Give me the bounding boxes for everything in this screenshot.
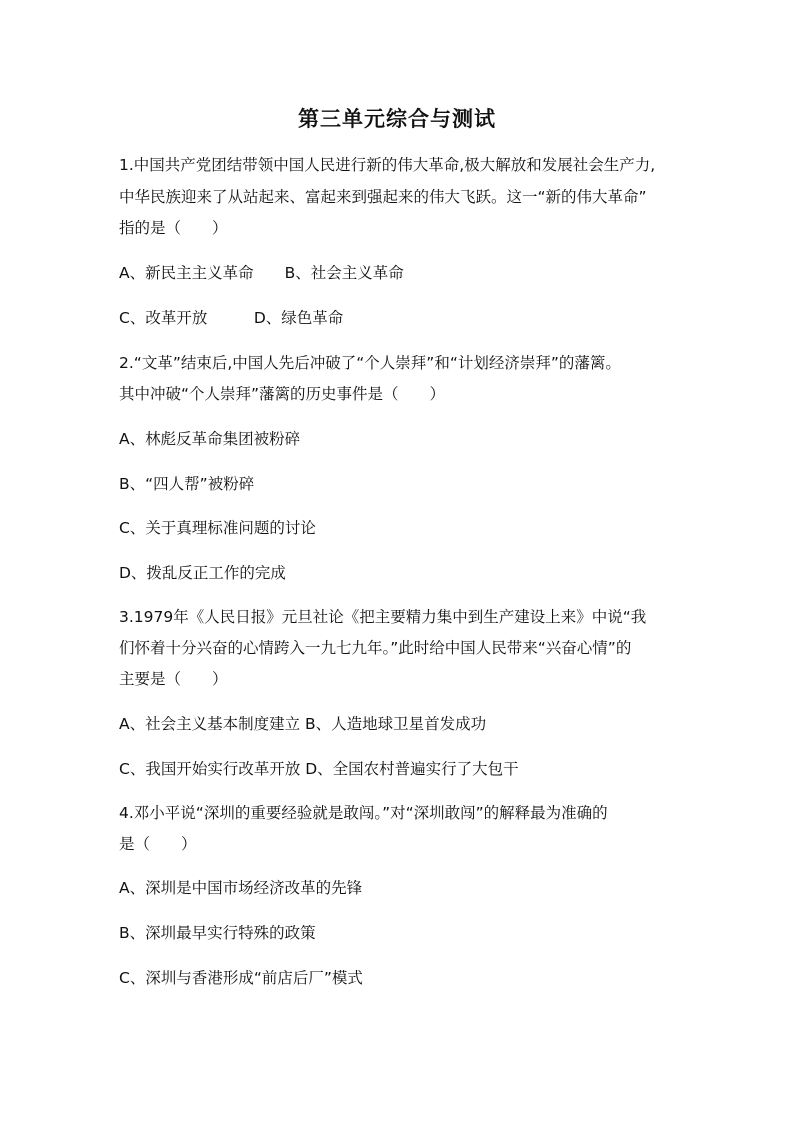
q4-stem-line-2: 是（ ） [119, 835, 197, 853]
q2-option-c: C、关于真理标准问题的讨论 [119, 519, 316, 537]
q2-option-d: D、拨乱反正工作的完成 [119, 564, 286, 582]
q3-options-line-1: A、社会主义基本制度建立 B、人造地球卫星首发成功 [119, 715, 487, 733]
q3-stem-line-2: 们怀着十分兴奋的心情跨入一九七九年。”此时给中国人民带来“兴奋心情”的 [119, 639, 632, 657]
q4-option-c: C、深圳与香港形成“前店后厂”模式 [119, 969, 363, 987]
q3-options-line-2: C、我国开始实行改革开放 D、全国农村普遍实行了大包干 [119, 760, 519, 778]
q1-stem-line-3: 指的是（ ） [119, 219, 228, 237]
document-title: 第三单元综合与测试 [298, 106, 496, 131]
q2-stem-line-1: 2.“文革”结束后,中国人先后冲破了“个人崇拜”和“计划经济崇拜”的藩篱。 [119, 354, 621, 372]
q2-option-a: A、林彪反革命集团被粉碎 [119, 430, 301, 448]
q4-option-b: B、深圳最早实行特殊的政策 [119, 924, 316, 942]
q4-option-a: A、深圳是中国市场经济改革的先锋 [119, 879, 363, 897]
q3-stem-line-3: 主要是（ ） [119, 670, 228, 688]
q3-stem-line-1: 3.1979年《人民日报》元旦社论《把主要精力集中到生产建设上来》中说“我 [119, 608, 647, 626]
q1-stem-line-1: 1.中国共产党团结带领中国人民进行新的伟大革命,极大解放和发展社会生产力, [119, 156, 656, 174]
q2-stem-line-2: 其中冲破“个人崇拜”藩篱的历史事件是（ ） [119, 385, 446, 403]
q2-option-b: B、“四人帮”被粉碎 [119, 475, 255, 493]
q1-options-line-2: C、改革开放 D、绿色革命 [119, 309, 344, 327]
q4-stem-line-1: 4.邓小平说“深圳的重要经验就是敢闯。”对“深圳敢闯”的解释最为准确的 [119, 804, 608, 822]
q1-stem-line-2: 中华民族迎来了从站起来、富起来到强起来的伟大飞跃。这一“新的伟大革命” [119, 188, 647, 206]
q1-options-line-1: A、新民主主义革命 B、社会主义革命 [119, 264, 404, 282]
